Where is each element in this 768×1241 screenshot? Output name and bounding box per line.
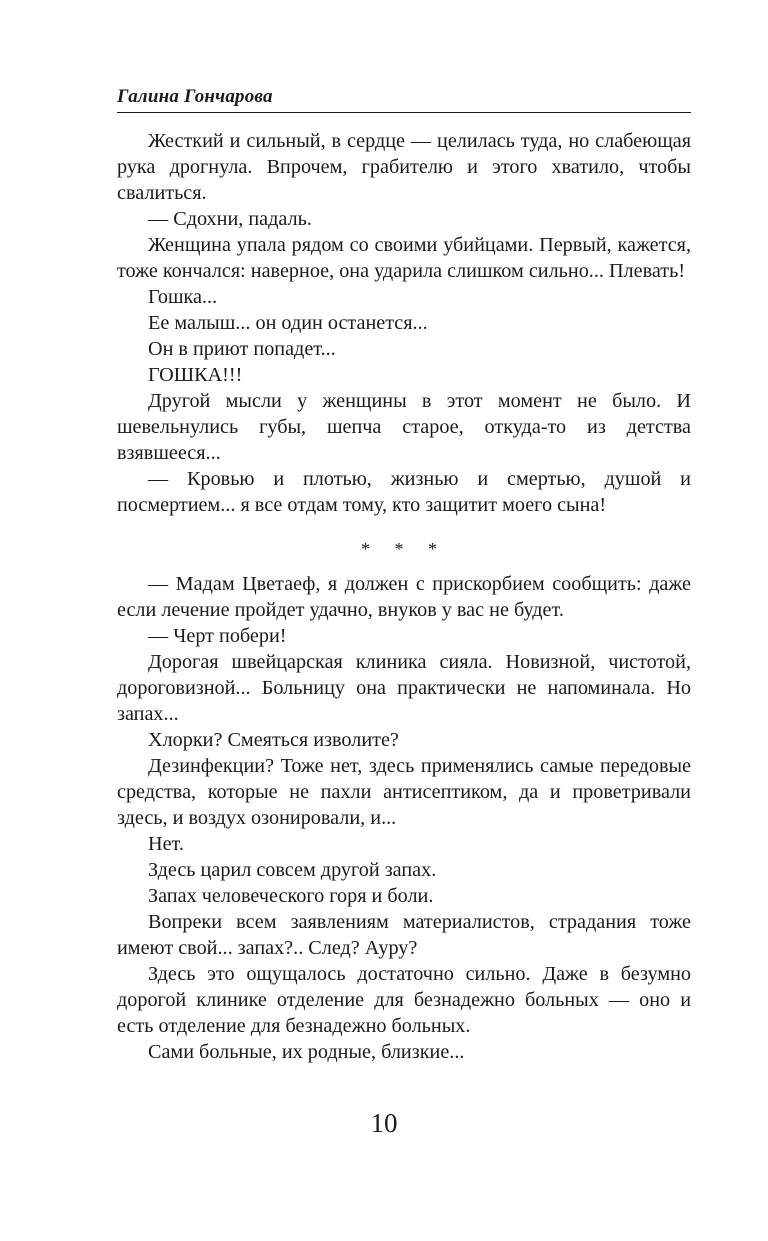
paragraph: Нет. (148, 833, 184, 855)
paragraph: Ее малыш... он один останется... (148, 312, 428, 334)
paragraph: Другой мысли у женщины в этот момент не было. И шевельнулись губы, шепча старое, откуда-то из детства взявшееся... (117, 390, 691, 464)
paragraph: Дезинфекции? Тоже нет, здесь применялись самые передовые средства, которые не пахли антисептиком, да и проветривали здесь, и воздух озонировали, и... (117, 755, 691, 829)
paragraph: Женщина упала рядом со своими убийцами. Первый, кажется, тоже кончался: наверное, она ударила слишком сильно... Плевать! (117, 234, 691, 282)
paragraph: Гошка... (148, 286, 218, 308)
paragraph: Вопреки всем заявлениям материалистов, страдания тоже имеют свой... запах?.. След? Ауру? (117, 911, 691, 959)
page-number: 10 (370, 1108, 398, 1138)
running-header (117, 86, 691, 113)
paragraph: Запах человеческого горя и боли. (148, 885, 434, 907)
paragraph: Он в приют попадет... (148, 338, 336, 360)
paragraph: — Кровью и плотью, жизнью и смертью, душой и посмертием... я все отдам тому, кто защитит моего сына! (117, 468, 691, 516)
paragraph: — Черт побери! (148, 625, 287, 647)
paragraph: Жесткий и сильный, в сердце — целилась туда, но слабеющая рука дрогнула. Впрочем, грабителю и этого хватило, чтобы свалиться. (117, 130, 691, 204)
paragraph: Дорогая швейцарская клиника сияла. Новизной, чистотой, дороговизной... Больницу она практически не напоминала. Но запах... (117, 651, 691, 725)
header-author: Галина Гончарова (117, 86, 273, 107)
paragraph: ГОШКА!!! (148, 364, 243, 386)
paragraph: — Мадам Цветаеф, я должен с прискорбием сообщить: даже если лечение пройдет удачно, внуков у вас не будет. (117, 573, 691, 621)
page-body (117, 128, 691, 1065)
paragraph: Здесь это ощущалось достаточно сильно. Даже в безумно дорогой клинике отделение для безнадежно больных — оно и есть отделение для безнадежно больных. (117, 963, 691, 1037)
paragraph: Здесь царил совсем другой запах. (148, 859, 437, 881)
paragraph: Хлорки? Смеяться изволите? (148, 729, 399, 751)
paragraph: — Сдохни, падаль. (148, 208, 312, 230)
scene-separator: * * * (361, 539, 447, 559)
paragraph: Сами больные, их родные, близкие... (148, 1041, 465, 1063)
